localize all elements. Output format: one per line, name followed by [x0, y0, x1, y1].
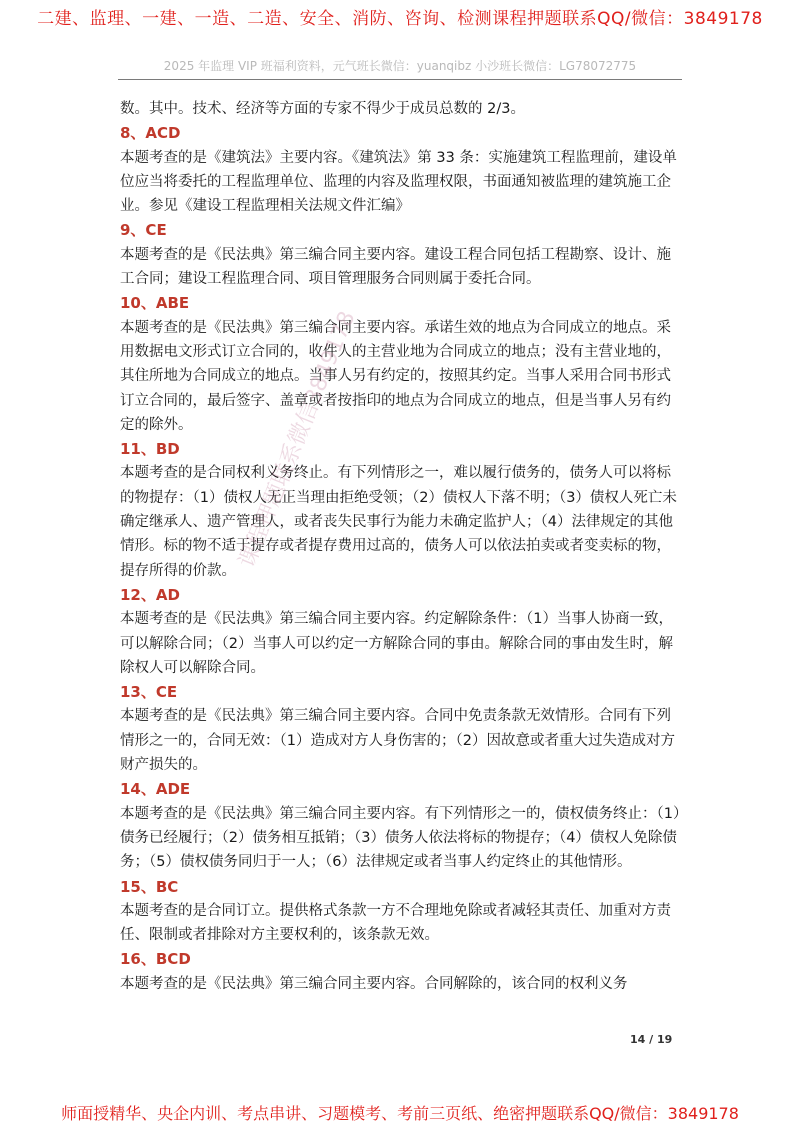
answer-head: 10、ABE [120, 294, 190, 313]
answer-head: 13、CE [120, 683, 178, 702]
answer-head: 15、BC [120, 877, 179, 896]
page-number: 14 / 19 [630, 1033, 673, 1046]
answer-text: 本题考查的是《民法典》第三编合同主要内容。合同中免责条款无效情形。合同有下列情形之一的，合同无效：（1）造成对方人身伤害的；（2）因故意或者重大过失造成对方财产损失的。 [120, 708, 675, 774]
answer-text: 本题考查的是合同权利义务终止。有下列情形之一，难以履行债务的，债务人可以将标的物提存：（1）债权人无正当理由拒绝受领；（2）债权人下落不明；（3）债权人死亡未确定继承人、遗产管理人，或者丧失民事行为能力未确定监护人；（4）法律规定的其他情形。标的物不适于提存或者提存费用过高的，债务人可以依法拍卖或者变卖标的物，提存所得的价款。 [120, 465, 677, 579]
top-banner: 二建、监理、一建、一造、二造、安全、消防、咨询、检测课程押题联系QQ/微信：3849178 [37, 9, 763, 29]
intro-line: 数。其中。技术、经济等方面的专家不得少于成员总数的 2/3。 [120, 101, 525, 117]
answer-head: 12、AD [120, 585, 180, 604]
header-rule [118, 79, 682, 80]
answer-text: 本题考查的是《民法典》第三编合同主要内容。约定解除条件：（1）当事人协商一致，可以解除合同；（2）当事人可以约定一方解除合同的事由。解除合同的事由发生时，解除权人可以解除合同。 [120, 611, 673, 676]
watermark: 课程押题联系微信3849178 [234, 307, 361, 572]
answer-text: 本题考查的是《建筑法》主要内容。《建筑法》第 33 条：实施建筑工程监理前，建设单位应当将委托的工程监理单位、监理的内容及监理权限，书面通知被监理的建筑施工企业。参见《建设工程监理相关法规文件汇编》 [120, 149, 677, 215]
answer-text: 本题考查的是合同订立。提供格式条款一方不合理地免除或者减轻其责任、加重对方责任、限制或者排除对方主要权利的，该条款无效。 [120, 902, 671, 944]
bottom-banner: 师面授精华、央企内训、考点串讲、习题模考、考前三页纸、绝密押题联系QQ/微信：3849178 [61, 1104, 739, 1123]
answer-head: 11、BD [120, 440, 180, 459]
answer-text: 本题考查的是《民法典》第三编合同主要内容。有下列情形之一的，债权债务终止：（1）债务已经履行；（2）债务相互抵销；（3）债务人依法将标的物提存；（4）债权人免除债务；（5）债权债务同归于一人；（6）法律规定或者当事人约定终止的其他情形。 [120, 805, 681, 871]
answer-text: 本题考查的是《民法典》第三编合同主要内容。合同解除的，该合同的权利义务 [120, 975, 628, 992]
answer-text: 本题考查的是《民法典》第三编合同主要内容。承诺生效的地点为合同成立的地点。采用数据电文形式订立合同的，收件人的主营业地为合同成立的地点；没有主营业地的，其住所地为合同成立的地点。当事人另有约定的，按照其约定。当事人采用合同书形式订立合同的，最后签字、盖章或者按指印的地点为合同成立的地点，但是当事人另有约定的除外。 [120, 319, 671, 433]
answer-text: 本题考查的是《民法典》第三编合同主要内容。建设工程合同包括工程勘察、设计、施工合同；建设工程监理合同、项目管理服务合同则属于委托合同。 [120, 246, 671, 288]
sub-header: 2025 年监理 VIP 班福利资料，元气班长微信：yuanqibz 小沙班长微信：LG78072775 [163, 59, 637, 73]
answer-head: 16、BCD [120, 950, 191, 969]
answer-head: 8、ACD [120, 124, 181, 143]
answer-head: 9、CE [120, 221, 167, 240]
answer-content [120, 97, 682, 996]
answer-head: 14、ADE [120, 780, 191, 799]
